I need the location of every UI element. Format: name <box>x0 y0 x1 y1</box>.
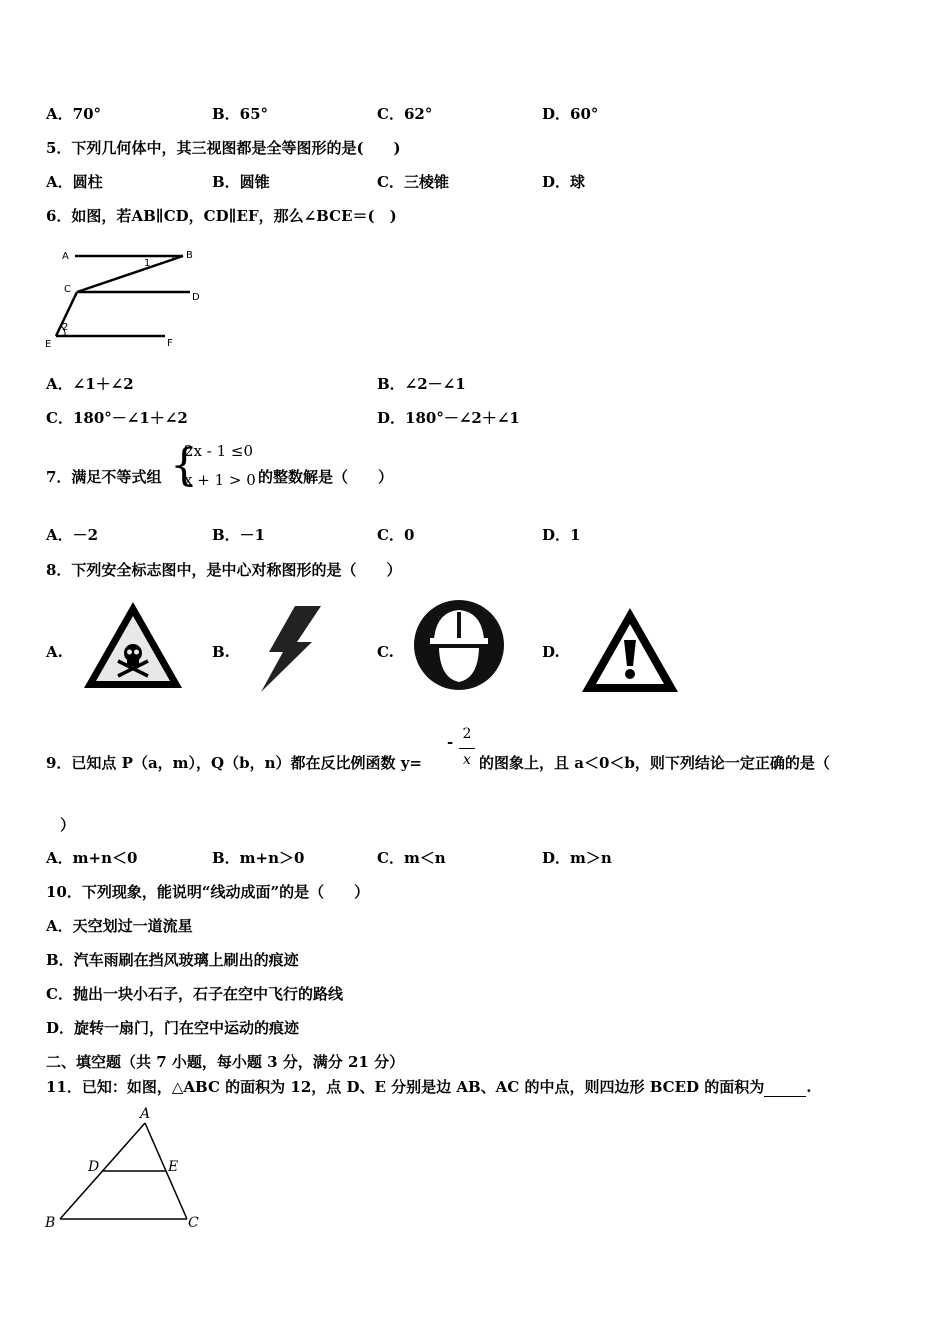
label-c: C <box>64 284 71 295</box>
q5-stem: 5．下列几何体中，其三视图都是全等图形的是( ) <box>46 139 401 157</box>
q5-option-a: A．圆柱 <box>46 173 103 191</box>
q8-option-b-letter: B. <box>212 643 230 661</box>
label-d: D <box>88 1159 100 1175</box>
q9-fraction-bar <box>459 748 475 749</box>
q10-option-d: D．旋转一扇门，门在空中运动的痕迹 <box>46 1019 300 1037</box>
q4-option-a: A．70° <box>46 105 102 123</box>
q7-stem-suffix: 的整数解是（ ） <box>258 468 394 486</box>
q10-option-c: C．抛出一块小石子，石子在空中飞行的路线 <box>46 985 343 1003</box>
answer-blank <box>764 1082 806 1097</box>
q10-option-a: A．天空划过一道流星 <box>46 917 193 935</box>
label-a: A <box>62 251 69 262</box>
q9-option-d: D．m＞n <box>542 849 612 867</box>
section-heading: 二、填空题（共 7 小题，每小题 3 分，满分 21 分） <box>46 1053 405 1071</box>
q10-stem: 10．下列现象，能说明“线动成面”的是（ ） <box>46 883 370 901</box>
label-1: 1 <box>144 258 151 269</box>
q9-option-c: C．m＜n <box>377 849 446 867</box>
q4-option-d: D．60° <box>542 105 599 123</box>
q9-fraction-denominator: x <box>463 752 471 768</box>
hard-hat-sign-icon <box>412 598 506 692</box>
q6-parallel-lines-figure <box>40 240 210 355</box>
label-b: B <box>186 250 193 261</box>
q11-stem <box>46 1076 812 1097</box>
q9-stem-prefix: 9．已知点 P（a，m），Q（b，n）都在反比例函数 y= <box>46 754 422 772</box>
q6-option-b: B．∠2－∠1 <box>377 375 466 393</box>
label-2: 2 <box>62 322 69 333</box>
q8-option-c-letter: C. <box>377 643 394 661</box>
q7-inequality-2: x + 1 > 0 <box>184 471 256 489</box>
q9-stem-close: ） <box>60 816 76 834</box>
q5-option-b: B．圆锥 <box>212 173 270 191</box>
q6-option-c: C．180°－∠1＋∠2 <box>46 409 188 427</box>
q9-option-a: A．m+n＜0 <box>46 849 138 867</box>
q7-option-d: D．1 <box>542 526 581 544</box>
q9-fraction-sign: - <box>447 733 454 751</box>
label-c: C <box>188 1215 199 1231</box>
line-bc <box>77 256 183 292</box>
q7-option-b: B．－1 <box>212 526 266 544</box>
q8-option-d-letter: D. <box>542 643 560 661</box>
q6-option-a: A．∠1＋∠2 <box>46 375 134 393</box>
lightning-bolt-icon <box>255 602 330 694</box>
label-a: A <box>140 1106 151 1122</box>
q7-option-c: C．0 <box>377 526 415 544</box>
q6-stem: 6．如图，若AB∥CD，CD∥EF，那么∠BCE＝( ) <box>46 207 397 225</box>
q8-stem: 8．下列安全标志图中，是中心对称图形的是（ ） <box>46 561 402 579</box>
toxic-warning-sign-icon <box>80 598 186 693</box>
label-b: B <box>45 1215 56 1231</box>
q10-option-b: B．汽车雨刷在挡风玻璃上刷出的痕迹 <box>46 951 299 969</box>
q5-option-d: D．球 <box>542 173 586 191</box>
label-e: E <box>45 339 52 350</box>
q7-stem-prefix: 7．满足不等式组 <box>46 468 162 486</box>
q11-triangle-figure <box>40 1103 210 1233</box>
q4-option-c: C．62° <box>377 105 433 123</box>
q5-option-c: C．三棱锥 <box>377 173 449 191</box>
q7-inequality-1: 2x - 1 ≤0 <box>184 442 254 460</box>
q9-stem-suffix: 的图象上，且 a＜0＜b，则下列结论一定正确的是（ <box>479 754 830 772</box>
q7-brace: { <box>170 440 198 491</box>
q8-option-a-letter: A. <box>46 643 63 661</box>
label-e: E <box>168 1159 179 1175</box>
q9-option-b: B．m+n＞0 <box>212 849 305 867</box>
q6-option-d: D．180°－∠2＋∠1 <box>377 409 520 427</box>
q7-option-a: A．－2 <box>46 526 99 544</box>
q9-fraction-numerator: 2 <box>462 726 472 742</box>
exclamation-warning-sign-icon <box>578 604 682 696</box>
label-d: D <box>192 292 200 303</box>
q4-option-b: B．65° <box>212 105 269 123</box>
label-f: F <box>167 338 173 349</box>
q11-stem-text: 11．已知：如图，△ABC 的面积为 12，点 D、E 分别是边 AB、AC 的中点，则四边形 BCED 的面积为 <box>46 1078 765 1096</box>
q11-stem-end: . <box>806 1078 812 1096</box>
